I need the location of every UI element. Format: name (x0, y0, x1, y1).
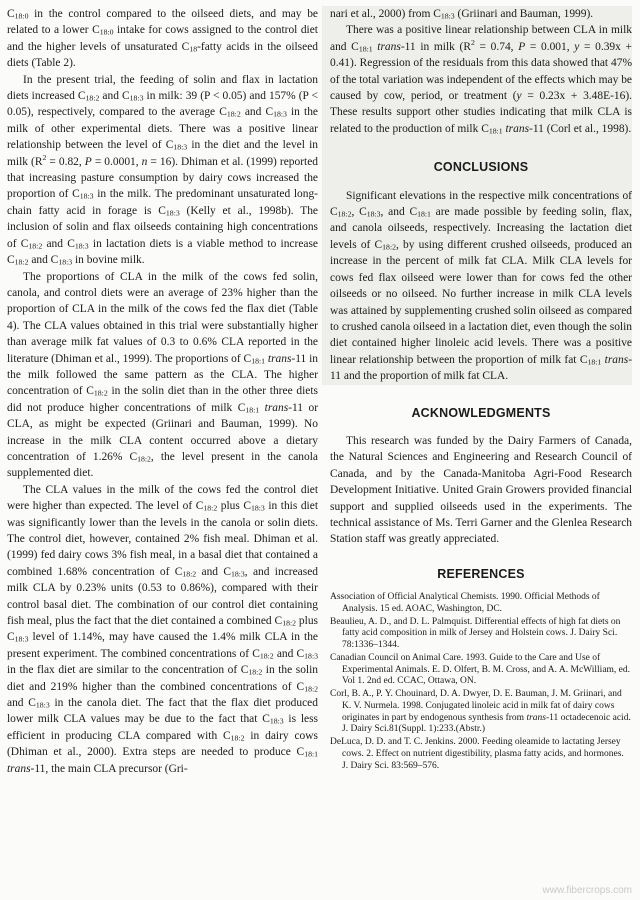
reference-item: Canadian Council on Animal Care. 1993. Guide to the Care and Use of Experimental Animals. E. D. Olfert, B. M. Cross, and A. A. McWilliam, ed. Vol 1. 2nd ed. CCAC, Ottawa, ON. (330, 653, 631, 687)
conclusions-text: Significant elevations in the respective milk concentrations of $C_{18:2}$, $C_{18:3}$, and $C_{18:1}$ are made possible by feeding solin, flax, and canola oilseeds, respectively. Increasing the lactation diet levels of $C_{18:2}$, by using different crushed oilseeds, produced an increase in the percent of milk fat CLA. Milk CLA levels for cows fed flax oilseed were lower than for cows fed the other oilseeds or no oilseed. No further increase in milk CLA levels was attained by supplementing crushed solin oilseed as compared to crushed canola oilseed in a lactation diet, even though the solin diet contained higher linoleic acid levels. There was a positive linear relationship between the proportion of milk fat $C_{18:1}$ trans-11 and the proportion of milk fat CLA. (330, 189, 633, 383)
right-column (330, 6, 632, 774)
paragraph: There was a positive linear relationship between CLA in milk and $C_{18:1}$ trans-11 in milk ($R^2 = 0.74$, P = 0.001, y = 0.39x + 0.41). Regression of the residuals from this data showed that 47% of the total variation was independent of the effects which may be caused by cow, period, or treatment (y = 0.23x + 3.48E-16). These results support other studies indicating that milk CLA is related to the production of milk $C_{18:1}$ trans-11 (Corl et al., 1998). (330, 24, 632, 136)
paragraph: $C_{18:0}$ in the control compared to the oilseed diets, and may be related to a lower $C_{18:0}$ intake for cows assigned to the control diet and the higher levels of unsaturated $C_{18}$-fatty acids in the oilseed diets (Table 2). (7, 8, 318, 70)
left-column (7, 6, 318, 777)
reference-item: DeLuca, D. D. and T. C. Jenkins. 2000. Feeding oleamide to lactating Jersey cows. 2. Effect on nutrient digestibility, plasma fatty acids, and hormones. J. Dairy Sci. 83:569–576. (330, 737, 624, 771)
references-heading: REFERENCES (437, 566, 525, 581)
discussion-end-block (322, 6, 632, 143)
paragraph: In the present trial, the feeding of solin and flax in lactation diets increased $C_{18:2}$ and $C_{18:3}$ in milk: 39 (P < 0.05) and 157% (P < 0.05), respectively, compared to the average $C_{18:2}$ and $C_{18:3}$ in the milk of other experimental diets. There was a positive linear relationship between the level of $C_{18:3}$ in the diet and the level in milk ($R^2 = 0.82$, P = 0.0001, n = 16). Dhiman et al. (1999) reported that increasing pasture consumption by dairy cows increased the proportion of $C_{18:3}$ in the milk. The predominant unsaturated long-chain fatty acid in forage is $C_{18:3}$ (Kelly et al., 1998b). The inclusion of solin and flax oilseeds containing high concentrations of $C_{18:2}$ and $C_{18:3}$ in lactation diets is a viable method to increase $C_{18:2}$ and $C_{18:3}$ in bovine milk. (7, 73, 318, 267)
reference-item: Beaulieu, A. D., and D. L. Palmquist. Differential effects of high fat diets on fatty acid composition in milk of Jersey and Holstein cows. J. Dairy Sci. 78:1336–1344. (330, 616, 621, 651)
acknowledgments-heading: ACKNOWLEDGMENTS (411, 405, 551, 420)
reference-item: Association of Official Analytical Chemists. 1990. Official Methods of Analysis. 15 ed. AOAC, Washington, DC. (330, 592, 600, 614)
watermark: www.fibercrops.com (542, 885, 632, 896)
acknowledgments-text: This research was funded by the Dairy Farmers of Canada, the Natural Sciences and Engineering and Research Council of Canada, and by the Canada-Manitoba Agri-Food Research Development Initiative. United Grain Growers provided financial support and supplied oilseeds used in the experiments. The technical assistance of Ms. Terri Garner and the Glenlea Research Station staff was greatly appreciated. (330, 434, 632, 546)
paragraph: The proportions of CLA in the milk of the cows fed solin, canola, and control diets were an average of 23% higher than the proportion of CLA in the milk of the cows fed the flax diet (Table 4). The CLA values obtained in this trial were substantially higher than average milk fat values of 0.3 to 0.6% CLA reported in the literature (Dhiman et al., 1999). The proportions of $C_{18:1}$ trans-11 in the milk followed the same pattern as the CLA. The higher concentration of $C_{18:2}$ in the solin diet than in the other three diets did not produce higher concentrations of milk $C_{18:1}$ trans-11 or CLA, as might be expected (Griinari and Bauman, 1999). No increase in the milk CLA content occurred above a dietary concentration of 1.26% $C_{18:2}$, the level present in the canola supplemented diet. (7, 270, 319, 480)
conclusions-heading: CONCLUSIONS (433, 160, 529, 175)
reference-item: Corl, B. A., P. Y. Chouinard, D. A. Dwyer, D. E. Bauman, J. M. Griinari, and K. V. Nurmela. 1998. Conjugated linoleic acid in milk fat of dairy cows originates in part by endogenous synthesis from trans-11 octadecenoic acid. J. Dairy Sci.81(Suppl. 1):233.(Abstr.) (330, 689, 631, 735)
paragraph: The CLA values in the milk of the cows fed the control diet were higher than expected. The level of $C_{18:2}$ plus $C_{18:3}$ in this diet was significantly lower than the levels in the canola or solin diets. The control diet, however, contained 2% fish meal. Dhiman et al. (1999) fed dairy cows 3% fish meal, in a basal diet that contained a combined 1.68% concentration of $C_{18:2}$ and $C_{18:3}$, and increased milk CLA by 0.23% units (0.53 to 0.86%), compared with their control basal diet. The combination of our control diet containing fish meal, plus the fact that the diet contained a combined $C_{18:2}$ plus $C_{18:3}$ level of 1.14%, may have caused the 1.4% milk CLA in the present experiment. The combined concentrations of $C_{18:2}$ and $C_{18:3}$ in the flax diet are similar to the concentration of $C_{18:2}$ in the solin diet and 219% higher than the combined concentrations of $C_{18:2}$ and $C_{18:3}$ in the canola diet. The fact that the flax diet produced lower milk CLA values may be due to the fact that $C_{18:3}$ is less efficient in producing CLA compared with $C_{18:2}$ in dairy cows (Dhiman et al., 2000). Extra steps are needed to produce $C_{18:1}$ trans-11, the main CLA precursor (Gri- (7, 483, 318, 775)
conclusions-block (322, 143, 632, 384)
paragraph: nari et al., 2000) from $C_{18:3}$ (Griinari and Bauman, 1999). (330, 8, 594, 21)
references-list (330, 592, 632, 772)
